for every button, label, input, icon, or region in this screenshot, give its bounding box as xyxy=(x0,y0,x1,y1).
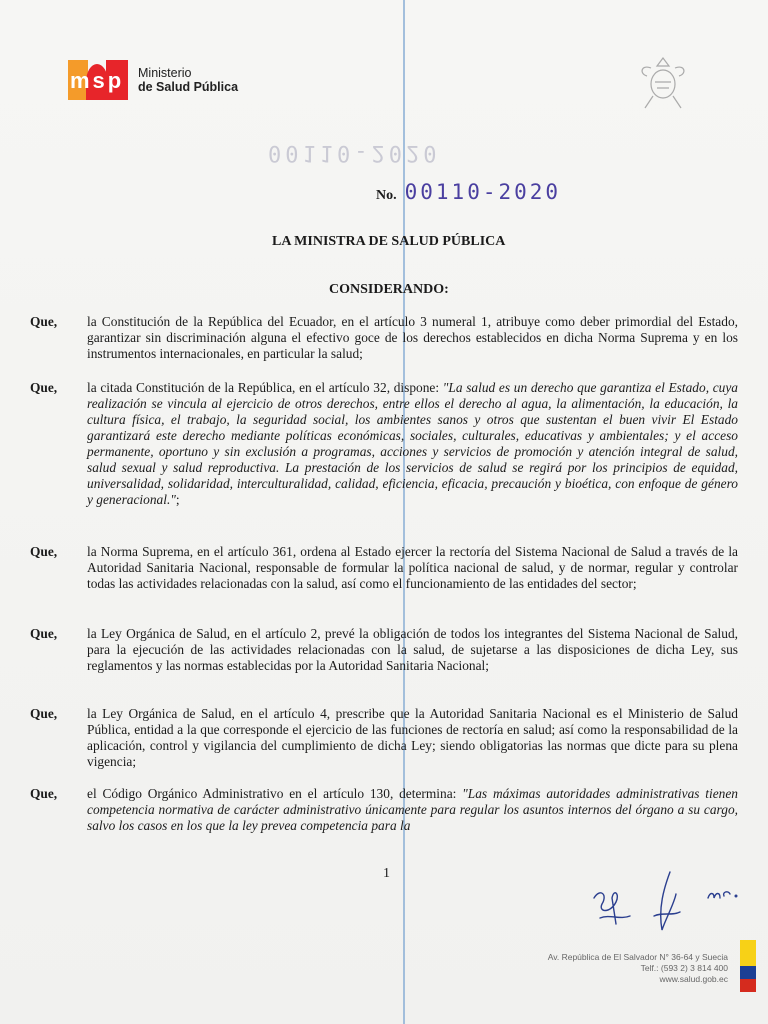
clause-lead: Que, xyxy=(30,314,58,329)
section-heading: CONSIDERANDO: xyxy=(329,282,449,297)
clause-text: la Constitución de la República del Ecuador, en el artículo 3 numeral 1, atribuye como deber primordial del Estado, garantizar sin discriminación alguna el efectivo goce de los derechos establecidos en dicha Norma Suprema y en los instrumentos internacionales, en particular la salud; xyxy=(87,314,738,361)
footer-phone: Telf.: (593 2) 3 814 400 xyxy=(640,963,728,973)
clause xyxy=(30,626,738,674)
clause-lead: Que, xyxy=(30,380,58,395)
document-number-stamp: 00110-2020 xyxy=(404,180,562,204)
document-number-label: No. xyxy=(376,188,397,203)
clause-text: la Ley Orgánica de Salud, en el artículo 2, prevé la obligación de todos los integrantes del Sistema Nacional de Salud, para la ejecución de las actividades relacionadas con la salud, de sujetarse a las disposiciones de dicha Ley, sus reglamentos y las normas establecidas por la Autoridad Sanitaria Nacional; xyxy=(87,626,738,673)
page-number: 1 xyxy=(383,866,390,881)
footer-address-line: Av. República de El Salvador N° 36-64 y Suecia xyxy=(547,952,728,962)
ecuador-coat-of-arms-icon xyxy=(633,52,693,112)
stamp-bleedthrough: 00110-2020 xyxy=(268,140,441,165)
msp-logo-mark xyxy=(68,60,130,100)
clause-lead: Que, xyxy=(30,626,58,641)
ministry-line2: de Salud Pública xyxy=(138,80,239,94)
clause-lead: Que, xyxy=(30,544,58,559)
footer-address xyxy=(428,952,728,985)
document-title: LA MINISTRA DE SALUD PÚBLICA xyxy=(272,234,506,249)
clause-lead: Que, xyxy=(30,706,58,721)
clause-lead: Que, xyxy=(30,786,58,801)
footer-website: www.salud.gob.ec xyxy=(659,974,728,984)
clause xyxy=(30,706,738,770)
handwritten-signatures xyxy=(590,868,740,938)
clause xyxy=(30,380,738,508)
clause-text: el Código Orgánico Administrativo en el artículo 130, determina: "Las máximas autoridades administrativas tienen competencia normativa de carácter administrativo únicamente para regular los asuntos internos del órgano a su cargo, salvo los casos en los que la ley prevea competencia para la xyxy=(87,786,738,833)
clause-text: la Ley Orgánica de Salud, en el artículo 4, prescribe que la Autoridad Sanitaria Nacional es el Ministerio de Salud Pública, entidad a la que corresponde el ejercicio de las funciones de rectoría en salud; así como la responsabilidad de la aplicación, control y vigilancia del cumplimiento de dicha Ley; siendo obligatorias las normas que dicte para su plena vigencia; xyxy=(87,706,738,769)
ministry-line1: Ministerio xyxy=(138,66,192,80)
document-number xyxy=(376,180,561,204)
ministry-name xyxy=(138,66,238,94)
clause xyxy=(30,314,738,362)
clause-text: la citada Constitución de la República, en el artículo 32, dispone: "La salud es un derecho que garantiza el Estado, cuya realización se vincula al ejercicio de otros derechos, entre ellos el derecho al agua, la alimentación, la educación, la cultura física, el trabajo, la seguridad social, los ambientes sanos y otros que sustentan el buen vivir El Estado garantizará este derecho mediante políticas económicas, sociales, culturales, educativas y ambientales; y el acceso permanente, oportuno y sin exclusión a programas, acciones y servicios de promoción y atención integral de salud, salud sexual y salud reproductiva. La prestación de los servicios de salud se regirá por los principios de equidad, universalidad, solidaridad, interculturalidad, calidad, eficiencia, eficacia, precaución y bioética, con enfoque de género y generacional."; xyxy=(87,380,738,507)
clause xyxy=(30,786,738,834)
ecuador-flag-stripe xyxy=(740,940,756,992)
msp-logo-text: msp xyxy=(70,68,125,93)
clause-text: la Norma Suprema, en el artículo 361, ordena al Estado ejercer la rectoría del Sistema Nacional de Salud a través de la Autoridad Sanitaria Nacional, responsable de formular la política nacional de salud, y de normar, regular y controlar todas las actividades relacionadas con la salud, así como el funcionamiento de las entidades del sector; xyxy=(87,544,738,591)
msp-logo xyxy=(68,60,238,100)
clause xyxy=(30,544,738,592)
